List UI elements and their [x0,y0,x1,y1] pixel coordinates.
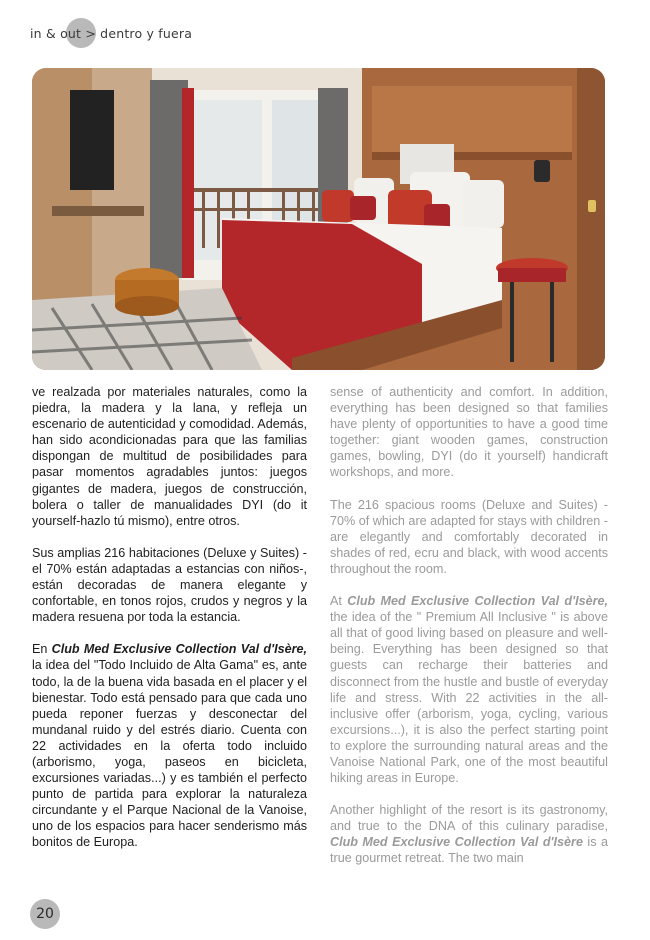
paragraph [32,641,307,850]
hotel-room-photo [32,68,605,370]
paragraph: The 216 spacious rooms (Deluxe and Suites) - 70% of which are adapted for stays with children - are elegantly and comfortably decorated in shades of red, ecru and black, with wood accents throughout the room. [330,497,608,576]
text-run: the idea of the " Premium All Inclusive " is above all that of good living based on pleasure and well-being. Everything has been designed so that guests can recharge their batteries and disconnect from the hustle and bustle of everyday life and stress. With 22 activities in the all-inclusive offer (arborism, yoga, cycling, various excursions...), it is also the perfect starting point to explore the surrounding natural areas and the Vanoise National Park, one of the most beautiful hiking areas in Europe. [330,610,608,786]
paragraph: ve realzada por materiales naturales, como la piedra, la madera y la lana, y refleja un escenario de autenticidad y comodidad. Además, han sido acondicionadas para que las familias dispongan de multitud de posibilidades para pasar momentos agradables juntos: juegos gigantes de madera, juegos de construcción, bolera o taller de manualidades DYI (do it yourself-hazlo tú mismo), entre otros. [32,385,307,528]
text-run: la idea del "Todo Incluido de Alta Gama" es, ante todo, la de la buena vida basada en el placer y el bienestar. Todo está pensado para que cada uno pueda reponer fuerzas y desconectar del mundanal ruido y del estrés diario. Cuenta con 22 actividades en la oferta todo incluido (arborismo, yoga, paseos en bicicleta, excursiones variadas...) y es también el perfecto punto de partida para explorar la naturaleza circundante y el Parque Nacional de la Vanoise, uno de los espacios para hacer senderismo más bonitos de Europa. [32,658,307,850]
paragraph: Sus amplias 216 habitaciones (Deluxe y Suites) -el 70% están adaptadas a estancias con niños-, están decoradas de manera elegante y confortable, en tonos rojos, crudos y negros y la madera resuena por toda la estancia. [32,545,307,625]
section-label: in & out > dentro y fuera [30,26,193,41]
page-number: 20 [30,899,60,929]
brand-name: Club Med Exclusive Collection Val d'Isère, [347,594,608,609]
text-run: En [32,642,52,657]
text-run: is a true gourmet retreat. The two main [330,835,608,866]
text-run: Another highlight of the resort is its gastronomy, and true to the DNA of this culinary paradise, [330,803,608,834]
brand-name: Club Med Exclusive Collection Val d'Isère, [51,642,307,657]
text-run: At [330,594,348,609]
spanish-article-column [32,384,307,851]
brand-name: Club Med Exclusive Collection Val d'Isère [330,835,583,850]
section-header [30,18,230,50]
paragraph: sense of authenticity and comfort. In addition, everything has been designed so that families have plenty of opportunities to have a good time together: giant wooden games, construction games, bowling, DYI (do it yourself) handicraft workshops, and more. [330,385,608,480]
english-article-column [330,384,608,867]
paragraph [330,802,608,866]
paragraph [330,593,608,786]
